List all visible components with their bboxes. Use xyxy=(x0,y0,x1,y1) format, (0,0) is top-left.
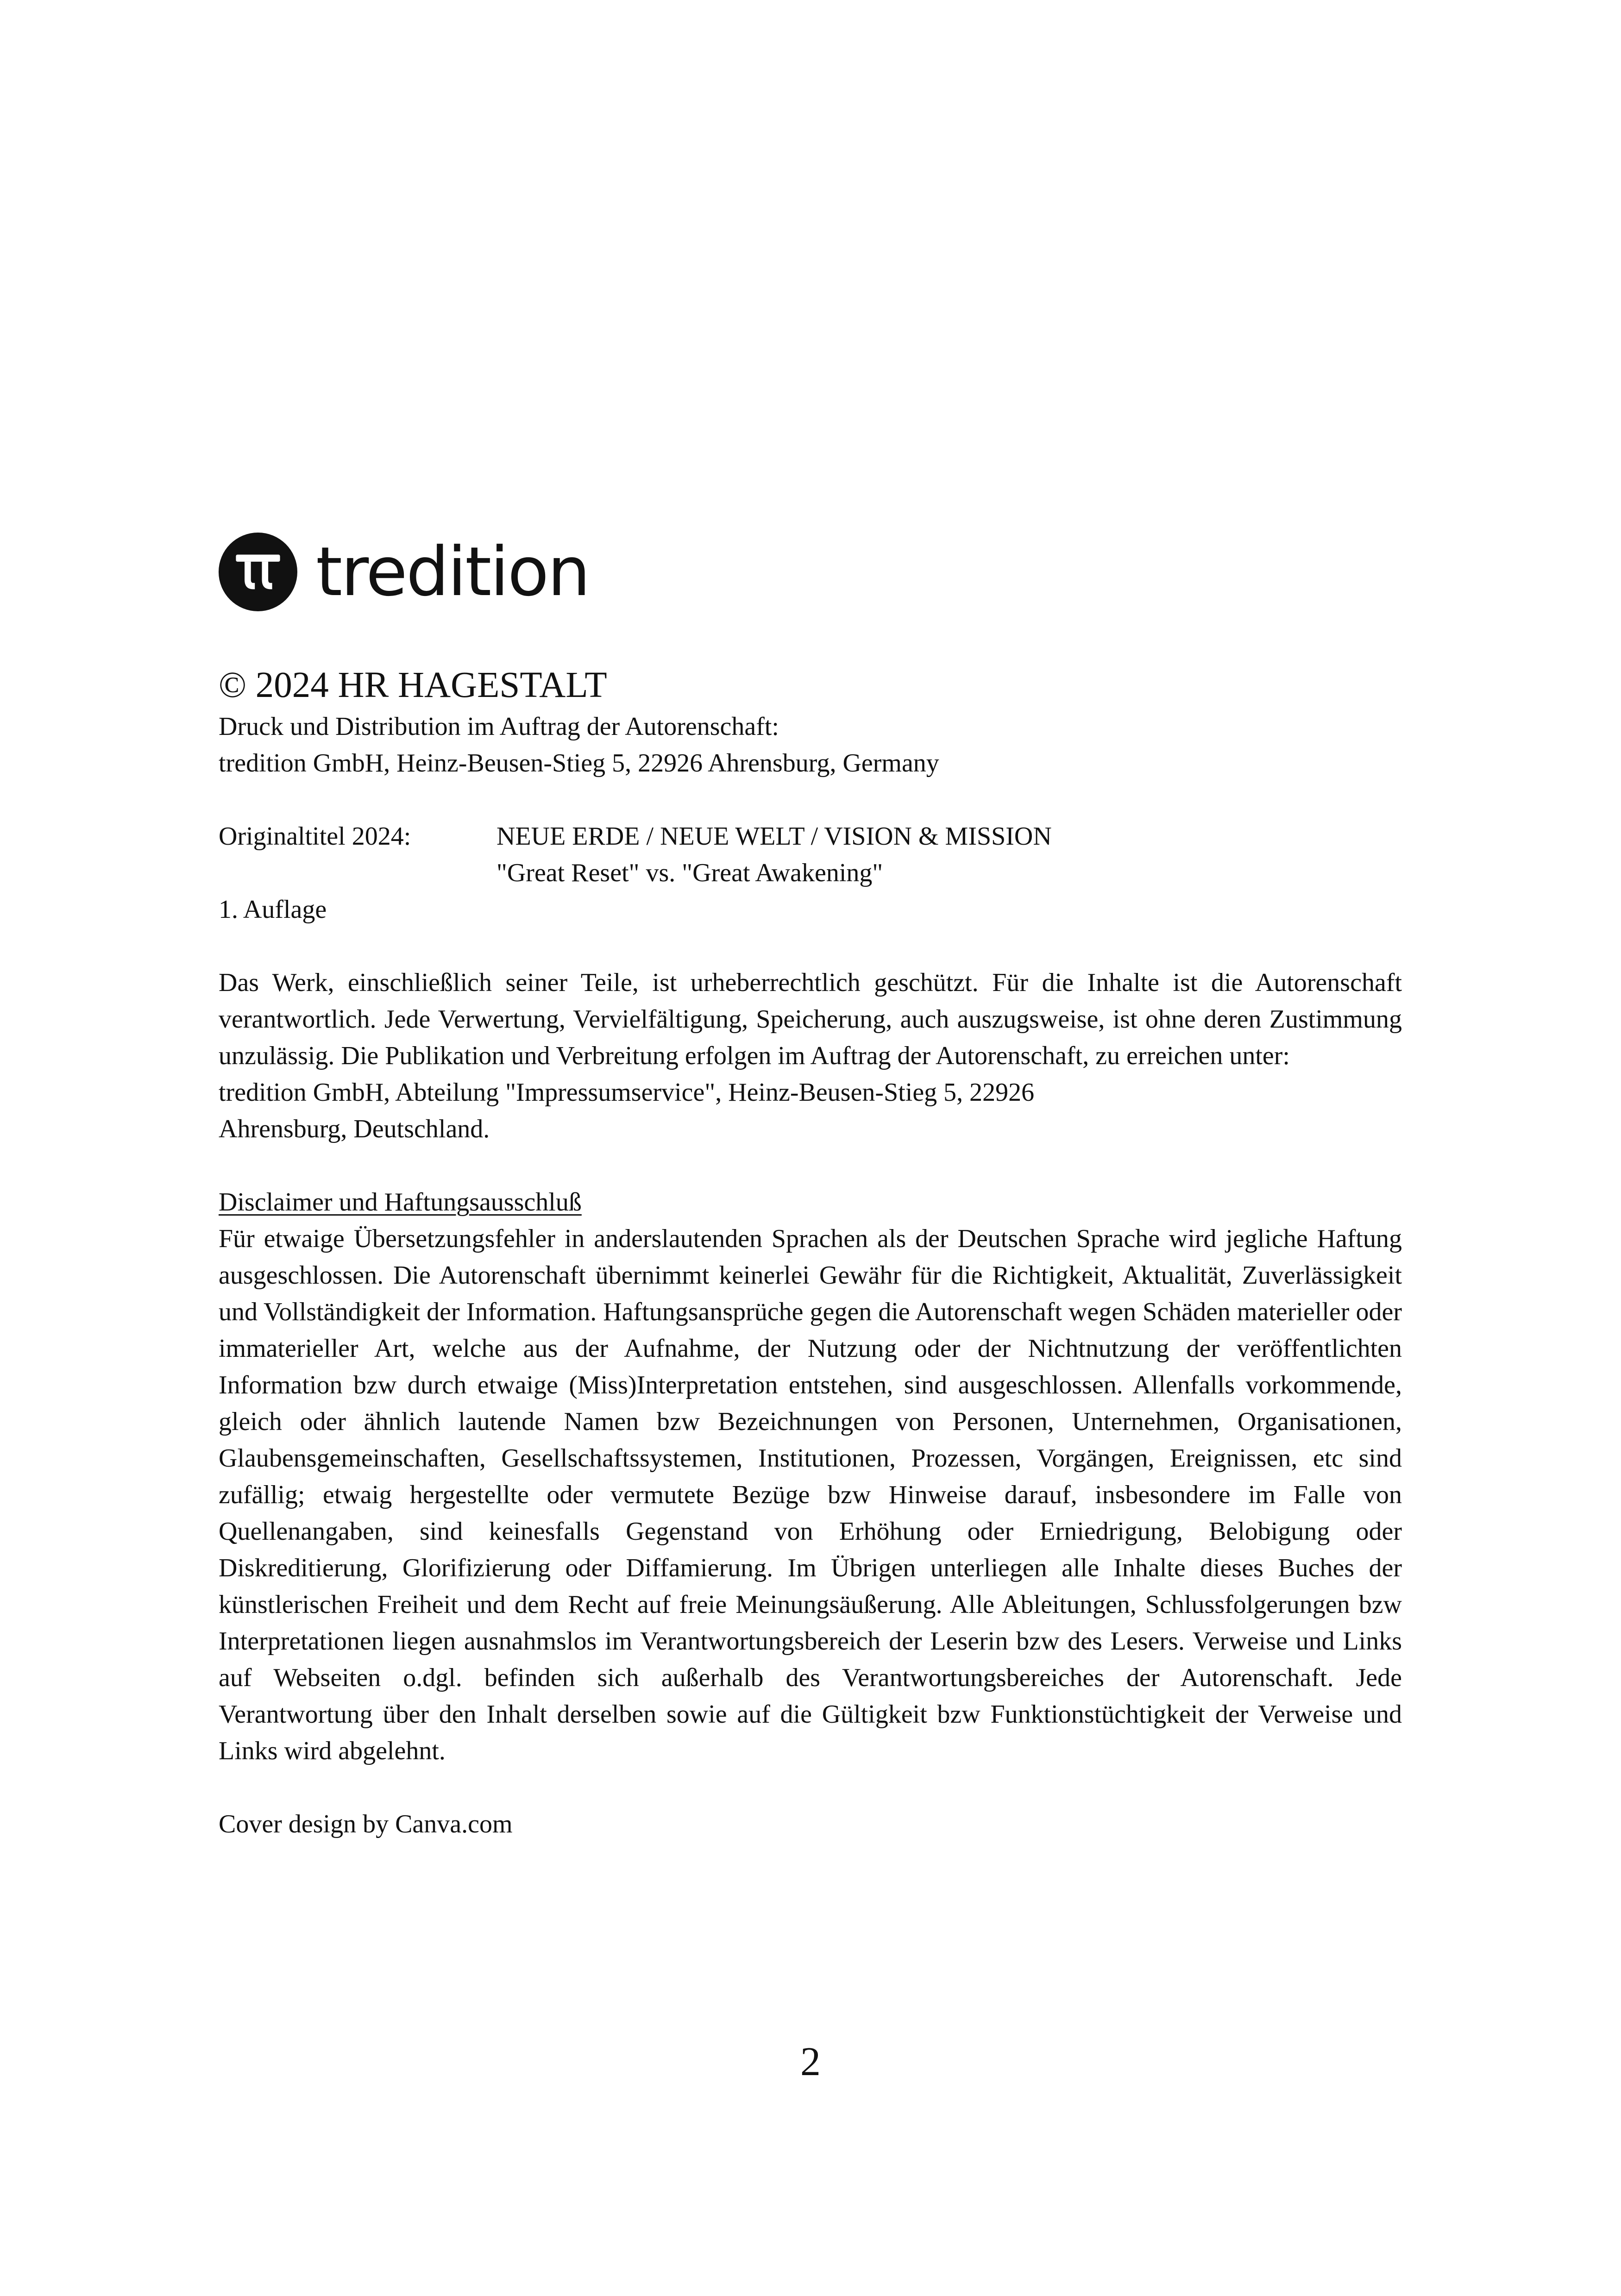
original-title-label: Originaltitel 2024: xyxy=(219,822,411,851)
disclaimer-heading: Disclaimer und Haftungsausschluß xyxy=(219,1188,582,1217)
publisher-address: tredition GmbH, Heinz-Beusen-Stieg 5, 22926 Ahrensburg, Germany xyxy=(219,749,939,778)
copyright-line: © 2024 HR HAGESTALT xyxy=(219,665,607,705)
original-title-row xyxy=(219,818,1402,891)
disclaimer-paragraph: Für etwaige Übersetzungsfehler in anderslautenden Sprachen als der Deutschen Sprache wird jegliche Haftung ausgeschlossen. Die Autorenschaft übernimmt keinerlei Gewähr für die Richtigkeit, Aktualität, Zuverlässigkeit und Vollständigkeit der Information. Haftungsansprüche gegen die Autorenschaft wegen Schäden materieller oder immaterieller Art, welche aus der Aufnahme, der Nutzung oder der Nichtnutzung der veröffentlichten Information bzw durch etwaige (Miss)Interpretation entstehen, sind ausgeschlossen. Allenfalls vorkommende, gleich oder ähnlich lautende Namen bzw Bezeichnungen von Personen, Unternehmen, Organisationen, Glaubensgemeinschaften, Gesellschaftssystemen, Institutionen, Prozessen, Vorgängen, Ereignissen, etc sind zufällig; etwaig hergestellte oder vermutete Bezüge bzw Hinweise darauf, insbesondere im Falle von Quellenangaben, sind keinesfalls Gegenstand von Erhöhung oder Erniedrigung, Belobigung oder Diskreditierung, Glorifizierung oder Diffamierung. Im Übrigen unterliegen alle Inhalte dieses Buches der künstlerischen Freiheit und dem Recht auf freie Meinungsäußerung. Alle Ableitungen, Schlussfolgerungen bzw Interpretationen liegen ausnahmslos im Verantwortungsbereich der Leserin bzw des Lesers. Verweise und Links auf Webseiten o.dgl. befinden sich außerhalb des Verantwortungsbereiches der Autorenschaft. Jede Verantwortung über den Inhalt derselben sowie auf die Gültigkeit bzw Funktionstüchtigkeit der Verweise und Links wird abgelehnt. xyxy=(219,1224,1402,1765)
original-title-line-2: "Great Reset" vs. "Great Awakening" xyxy=(496,859,883,887)
tredition-logo-icon xyxy=(219,533,297,611)
edition-line: 1. Auflage xyxy=(219,895,327,924)
contact-line-2: Ahrensburg, Deutschland. xyxy=(219,1115,490,1143)
page-number: 2 xyxy=(800,2039,821,2084)
publisher-logo xyxy=(219,533,589,611)
copyright-notice-paragraph: Das Werk, einschließlich seiner Teile, ist urheberrechtlich geschützt. Für die Inhalte ist die Autorenschaft verantwortlich. Jede Verwertung, Vervielfältigung, Speicherung, auch auszugsweise, ist ohne deren Zustimmung unzulässig. Die Publikation und Verbreitung erfolgen im Auftrag der Autorenschaft, zu erreichen unter: xyxy=(219,968,1402,1070)
print-distribution-line: Druck und Distribution im Auftrag der Autorenschaft: xyxy=(219,712,779,741)
contact-line-1: tredition GmbH, Abteilung "Impressumservice", Heinz-Beusen-Stieg 5, 22926 xyxy=(219,1078,1035,1107)
original-title-values xyxy=(496,818,1402,891)
cover-credit: Cover design by Canva.com xyxy=(219,1810,513,1838)
imprint-content xyxy=(219,662,1402,1843)
publisher-wordmark: tredition xyxy=(316,533,589,611)
original-title-line-1: NEUE ERDE / NEUE WELT / VISION & MISSION xyxy=(496,822,1052,851)
